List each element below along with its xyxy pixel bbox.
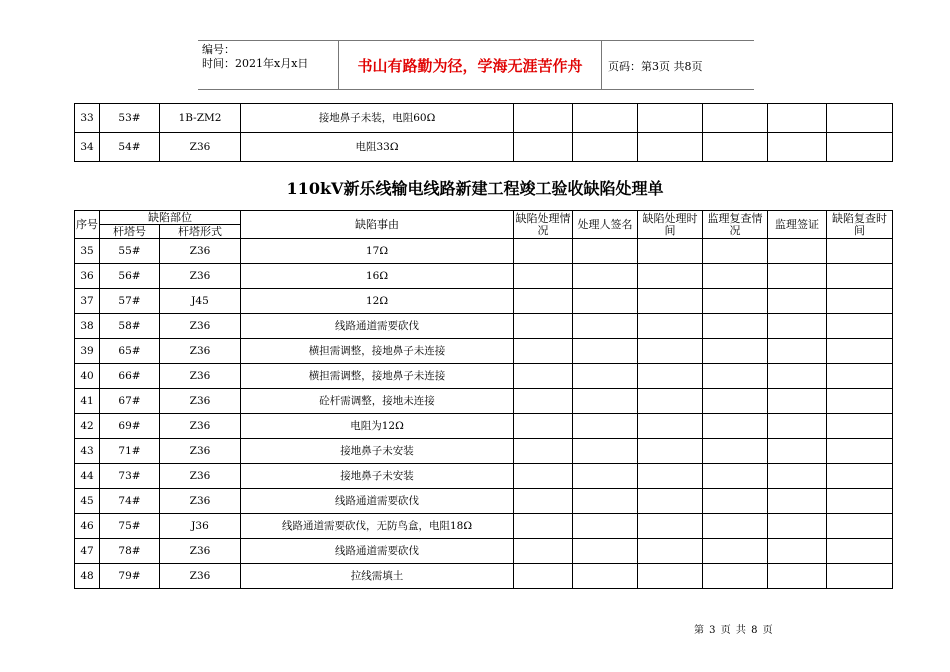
empty-cell[interactable] [827,339,893,364]
row-reason: 接地鼻子未安装 [241,464,514,489]
empty-cell[interactable] [768,389,827,414]
empty-cell[interactable] [573,464,638,489]
row-tower-no: 66# [100,364,160,389]
empty-cell[interactable] [573,539,638,564]
empty-cell[interactable] [703,514,768,539]
table-row [75,439,893,464]
row-reason: 砼杆需调整，接地未连接 [241,389,514,414]
table-row [75,133,893,162]
empty-cell[interactable] [514,489,573,514]
row-tower-type: Z36 [160,439,241,464]
row-seq: 41 [75,389,100,414]
empty-cell[interactable] [573,314,638,339]
row-tower-type: Z36 [160,489,241,514]
empty-cell[interactable] [514,339,573,364]
empty-cell[interactable] [573,514,638,539]
table-row [75,104,893,133]
empty-cell[interactable] [703,289,768,314]
empty-cell[interactable] [514,289,573,314]
row-tower-type: Z36 [160,464,241,489]
row-tower-type: J36 [160,514,241,539]
empty-cell[interactable] [703,564,768,589]
row-tower-type: J45 [160,289,241,314]
empty-cell[interactable] [573,414,638,439]
row-seq: 35 [75,239,100,264]
empty-cell[interactable] [703,439,768,464]
empty-cell[interactable] [827,133,893,162]
table-row [75,389,893,414]
number-label: 编号： [202,43,235,56]
table-header-row [75,211,893,225]
empty-cell[interactable] [827,239,893,264]
empty-cell[interactable] [703,314,768,339]
row-seq: 43 [75,439,100,464]
row-reason: 拉线需填土 [241,564,514,589]
empty-cell[interactable] [514,439,573,464]
empty-cell[interactable] [768,514,827,539]
empty-cell[interactable] [573,133,638,162]
empty-cell[interactable] [703,364,768,389]
empty-cell[interactable] [638,339,703,364]
empty-cell[interactable] [573,389,638,414]
row-tower-type: Z36 [160,564,241,589]
row-reason: 电阻为12Ω [241,414,514,439]
row-tower-no: 69# [100,414,160,439]
empty-cell[interactable] [638,539,703,564]
row-tower-type: Z36 [160,539,241,564]
empty-cell[interactable] [638,564,703,589]
empty-cell[interactable] [638,289,703,314]
row-reason: 横担需调整，接地鼻子未连接 [241,364,514,389]
table-row [75,239,893,264]
empty-cell[interactable] [703,489,768,514]
empty-cell[interactable] [827,104,893,133]
empty-cell[interactable] [703,239,768,264]
empty-cell[interactable] [827,389,893,414]
empty-cell[interactable] [768,414,827,439]
empty-cell[interactable] [638,104,703,133]
row-tower-no: 53# [100,104,160,133]
row-tower-type: Z36 [160,264,241,289]
empty-cell[interactable] [638,364,703,389]
table-row [75,339,893,364]
col-supervise-check: 监理复查情况 [703,211,768,239]
row-tower-no: 78# [100,539,160,564]
row-seq: 47 [75,539,100,564]
empty-cell[interactable] [514,239,573,264]
row-tower-no: 54# [100,133,160,162]
empty-cell[interactable] [827,564,893,589]
empty-cell[interactable] [827,489,893,514]
empty-cell[interactable] [768,564,827,589]
empty-cell[interactable] [514,464,573,489]
empty-cell[interactable] [703,339,768,364]
empty-cell[interactable] [514,364,573,389]
empty-cell[interactable] [827,539,893,564]
table-row [75,289,893,314]
row-seq: 36 [75,264,100,289]
col-recheck-time: 缺陷复查时间 [827,211,893,239]
empty-cell[interactable] [573,264,638,289]
col-defect-part: 缺陷部位 [100,211,241,225]
empty-cell[interactable] [573,104,638,133]
row-tower-type: Z36 [160,414,241,439]
row-tower-type: 1B-ZM2 [160,104,241,133]
row-reason: 接地鼻子未安装 [241,439,514,464]
table-row [75,314,893,339]
row-seq: 40 [75,364,100,389]
empty-cell[interactable] [768,364,827,389]
empty-cell[interactable] [768,264,827,289]
empty-cell[interactable] [514,264,573,289]
empty-cell[interactable] [514,514,573,539]
row-tower-type: Z36 [160,133,241,162]
empty-cell[interactable] [768,439,827,464]
row-reason: 线路通道需要砍伐 [241,489,514,514]
empty-cell[interactable] [514,539,573,564]
row-tower-no: 55# [100,239,160,264]
row-reason: 16Ω [241,264,514,289]
empty-cell[interactable] [827,414,893,439]
table-row [75,464,893,489]
empty-cell[interactable] [768,133,827,162]
empty-cell[interactable] [768,104,827,133]
empty-cell[interactable] [514,104,573,133]
table-row [75,564,893,589]
empty-cell[interactable] [768,489,827,514]
empty-cell[interactable] [638,514,703,539]
table-row [75,414,893,439]
empty-cell[interactable] [703,133,768,162]
empty-cell[interactable] [638,133,703,162]
empty-cell[interactable] [573,364,638,389]
empty-cell[interactable] [573,439,638,464]
row-reason: 电阻33Ω [241,133,514,162]
row-tower-type: Z36 [160,314,241,339]
empty-cell[interactable] [768,239,827,264]
empty-cell[interactable] [827,264,893,289]
table-row [75,364,893,389]
defect-table [74,210,893,589]
row-tower-no: 57# [100,289,160,314]
row-seq: 34 [75,133,100,162]
row-tower-no: 79# [100,564,160,589]
empty-cell[interactable] [514,314,573,339]
row-reason: 线路通道需要砍伐 [241,314,514,339]
empty-cell[interactable] [703,414,768,439]
empty-cell[interactable] [638,439,703,464]
empty-cell[interactable] [638,389,703,414]
empty-cell[interactable] [638,314,703,339]
empty-cell[interactable] [573,289,638,314]
row-tower-no: 74# [100,489,160,514]
table-row [75,489,893,514]
row-seq: 45 [75,489,100,514]
empty-cell[interactable] [573,489,638,514]
row-tower-no: 71# [100,439,160,464]
empty-cell[interactable] [827,514,893,539]
row-seq: 33 [75,104,100,133]
empty-cell[interactable] [768,464,827,489]
col-tower-no: 杆塔号 [100,225,160,239]
table-row [75,264,893,289]
empty-cell[interactable] [638,489,703,514]
empty-cell[interactable] [514,564,573,589]
row-reason: 线路通道需要砍伐，无防鸟盒，电阻18Ω [241,514,514,539]
empty-cell[interactable] [638,464,703,489]
empty-cell[interactable] [827,364,893,389]
empty-cell[interactable] [638,239,703,264]
row-reason: 线路通道需要砍伐 [241,539,514,564]
row-tower-type: Z36 [160,339,241,364]
row-tower-no: 56# [100,264,160,289]
col-handling: 缺陷处理情况 [515,211,571,237]
empty-cell[interactable] [827,314,893,339]
row-seq: 38 [75,314,100,339]
empty-cell[interactable] [573,339,638,364]
empty-cell[interactable] [703,104,768,133]
row-reason: 17Ω [241,239,514,264]
table-row [75,514,893,539]
empty-cell[interactable] [638,414,703,439]
empty-cell[interactable] [703,264,768,289]
row-seq: 48 [75,564,100,589]
row-seq: 46 [75,514,100,539]
row-tower-type: Z36 [160,389,241,414]
empty-cell[interactable] [514,133,573,162]
empty-cell[interactable] [638,264,703,289]
header-motto: 书山有路勤为径，学海无涯苦作舟 [338,41,602,89]
row-seq: 39 [75,339,100,364]
col-reason: 缺陷事由 [241,211,514,239]
row-seq: 37 [75,289,100,314]
header-meta [202,43,308,71]
empty-cell[interactable] [768,289,827,314]
col-handler-sign: 处理人签名 [573,211,638,239]
col-seq: 序号 [75,211,100,239]
row-reason: 横担需调整，接地鼻子未连接 [241,339,514,364]
empty-cell[interactable] [827,464,893,489]
empty-cell[interactable] [768,339,827,364]
row-seq: 42 [75,414,100,439]
row-tower-type: Z36 [160,239,241,264]
empty-cell[interactable] [514,389,573,414]
time-label: 时间：2021年x月x日 [202,57,309,70]
row-tower-type: Z36 [160,364,241,389]
col-supervisor-sign: 监理签证 [768,211,827,239]
empty-cell[interactable] [514,414,573,439]
empty-cell[interactable] [573,564,638,589]
col-handle-time: 缺陷处理时间 [638,211,703,239]
empty-cell[interactable] [768,539,827,564]
page-footer: 第 3 页 共 8 页 [694,625,774,636]
row-tower-no: 73# [100,464,160,489]
empty-cell[interactable] [573,239,638,264]
empty-cell[interactable] [703,539,768,564]
row-tower-no: 65# [100,339,160,364]
table-row [75,539,893,564]
top-defect-table [74,103,893,162]
empty-cell[interactable] [703,464,768,489]
empty-cell[interactable] [703,389,768,414]
col-tower-type: 杆塔形式 [160,225,241,239]
empty-cell[interactable] [768,314,827,339]
row-reason: 接地鼻子未装，电阻60Ω [241,104,514,133]
page-label: 页码：第3页 共8页 [608,60,703,73]
row-reason: 12Ω [241,289,514,314]
page-header [198,40,754,90]
row-tower-no: 67# [100,389,160,414]
empty-cell[interactable] [827,289,893,314]
row-tower-no: 58# [100,314,160,339]
form-title: 110kV新乐线输电线路新建工程竣工验收缺陷处理单 [286,179,664,198]
empty-cell[interactable] [827,439,893,464]
row-seq: 44 [75,464,100,489]
row-tower-no: 75# [100,514,160,539]
